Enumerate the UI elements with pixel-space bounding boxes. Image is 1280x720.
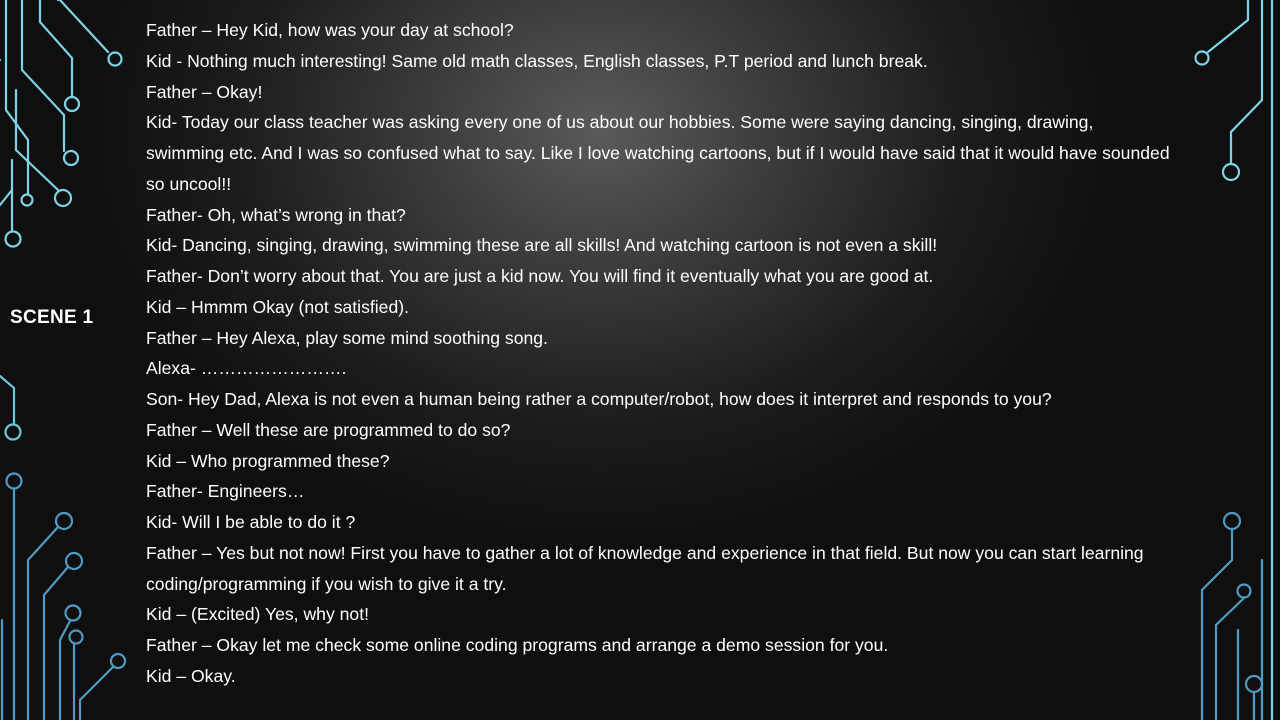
scene-title: SCENE 1 — [10, 307, 94, 328]
dialogue-line: Kid – (Excited) Yes, why not! — [146, 604, 369, 625]
circuit-top-right-icon — [1196, 0, 1273, 720]
dialogue-line: Kid – Who programmed these? — [146, 450, 390, 471]
dialogue-line: Kid- Dancing, singing, drawing, swimming these are all skills! And watching cartoon is not even a skill! — [146, 235, 938, 256]
dialogue-line: Father- Oh, what’s wrong in that? — [146, 204, 406, 225]
dialogue-line: Alexa- ……………………. — [146, 358, 347, 379]
dialogue-line: Son- Hey Dad, Alexa is not even a human being rather a computer/robot, how does it interpret and responds to you? — [146, 389, 1052, 409]
circuit-bottom-right-icon — [1202, 513, 1262, 720]
dialogue-line: Father- Don’t worry about that. You are just a kid now. You will find it eventually what you are good at. — [146, 266, 934, 286]
dialogue-line: Kid - Nothing much interesting! Same old math classes, English classes, P.T period and lunch break. — [146, 50, 928, 71]
dialogue-line: Kid – Hmmm Okay (not satisfied). — [146, 296, 409, 317]
dialogue-line: Father – Yes but not now! First you have to gather a lot of knowledge and experience in that field. But now you can start learning coding/programming if you wish to give it a try. — [146, 542, 1144, 594]
circuit-left-middle-icon — [0, 376, 21, 440]
dialogue-list — [146, 15, 1176, 692]
dialogue-line: Father – Hey Kid, how was your day at school? — [146, 20, 514, 40]
circuit-top-left-icon — [0, 0, 122, 247]
dialogue-line: Kid – Okay. — [146, 665, 236, 686]
dialogue-line: Father – Hey Alexa, play some mind soothing song. — [146, 327, 548, 348]
dialogue-line: Kid- Will I be able to do it ? — [146, 512, 356, 532]
circuit-bottom-left-icon — [2, 474, 125, 720]
dialogue-line: Kid- Today our class teacher was asking every one of us about our hobbies. Some were saying dancing, singing, drawing, swimming etc. And I was so confused what to say. Like I love watching cartoons, but if I would have said that it would have sounded so uncool!! — [146, 112, 1170, 194]
dialogue-line: Father – Okay! — [146, 81, 263, 102]
dialogue-line: Father- Engineers… — [146, 481, 305, 502]
dialogue-line: Father – Well these are programmed to do so? — [146, 419, 511, 440]
dialogue-line: Father – Okay let me check some online coding programs and arrange a demo session for you. — [146, 635, 889, 655]
